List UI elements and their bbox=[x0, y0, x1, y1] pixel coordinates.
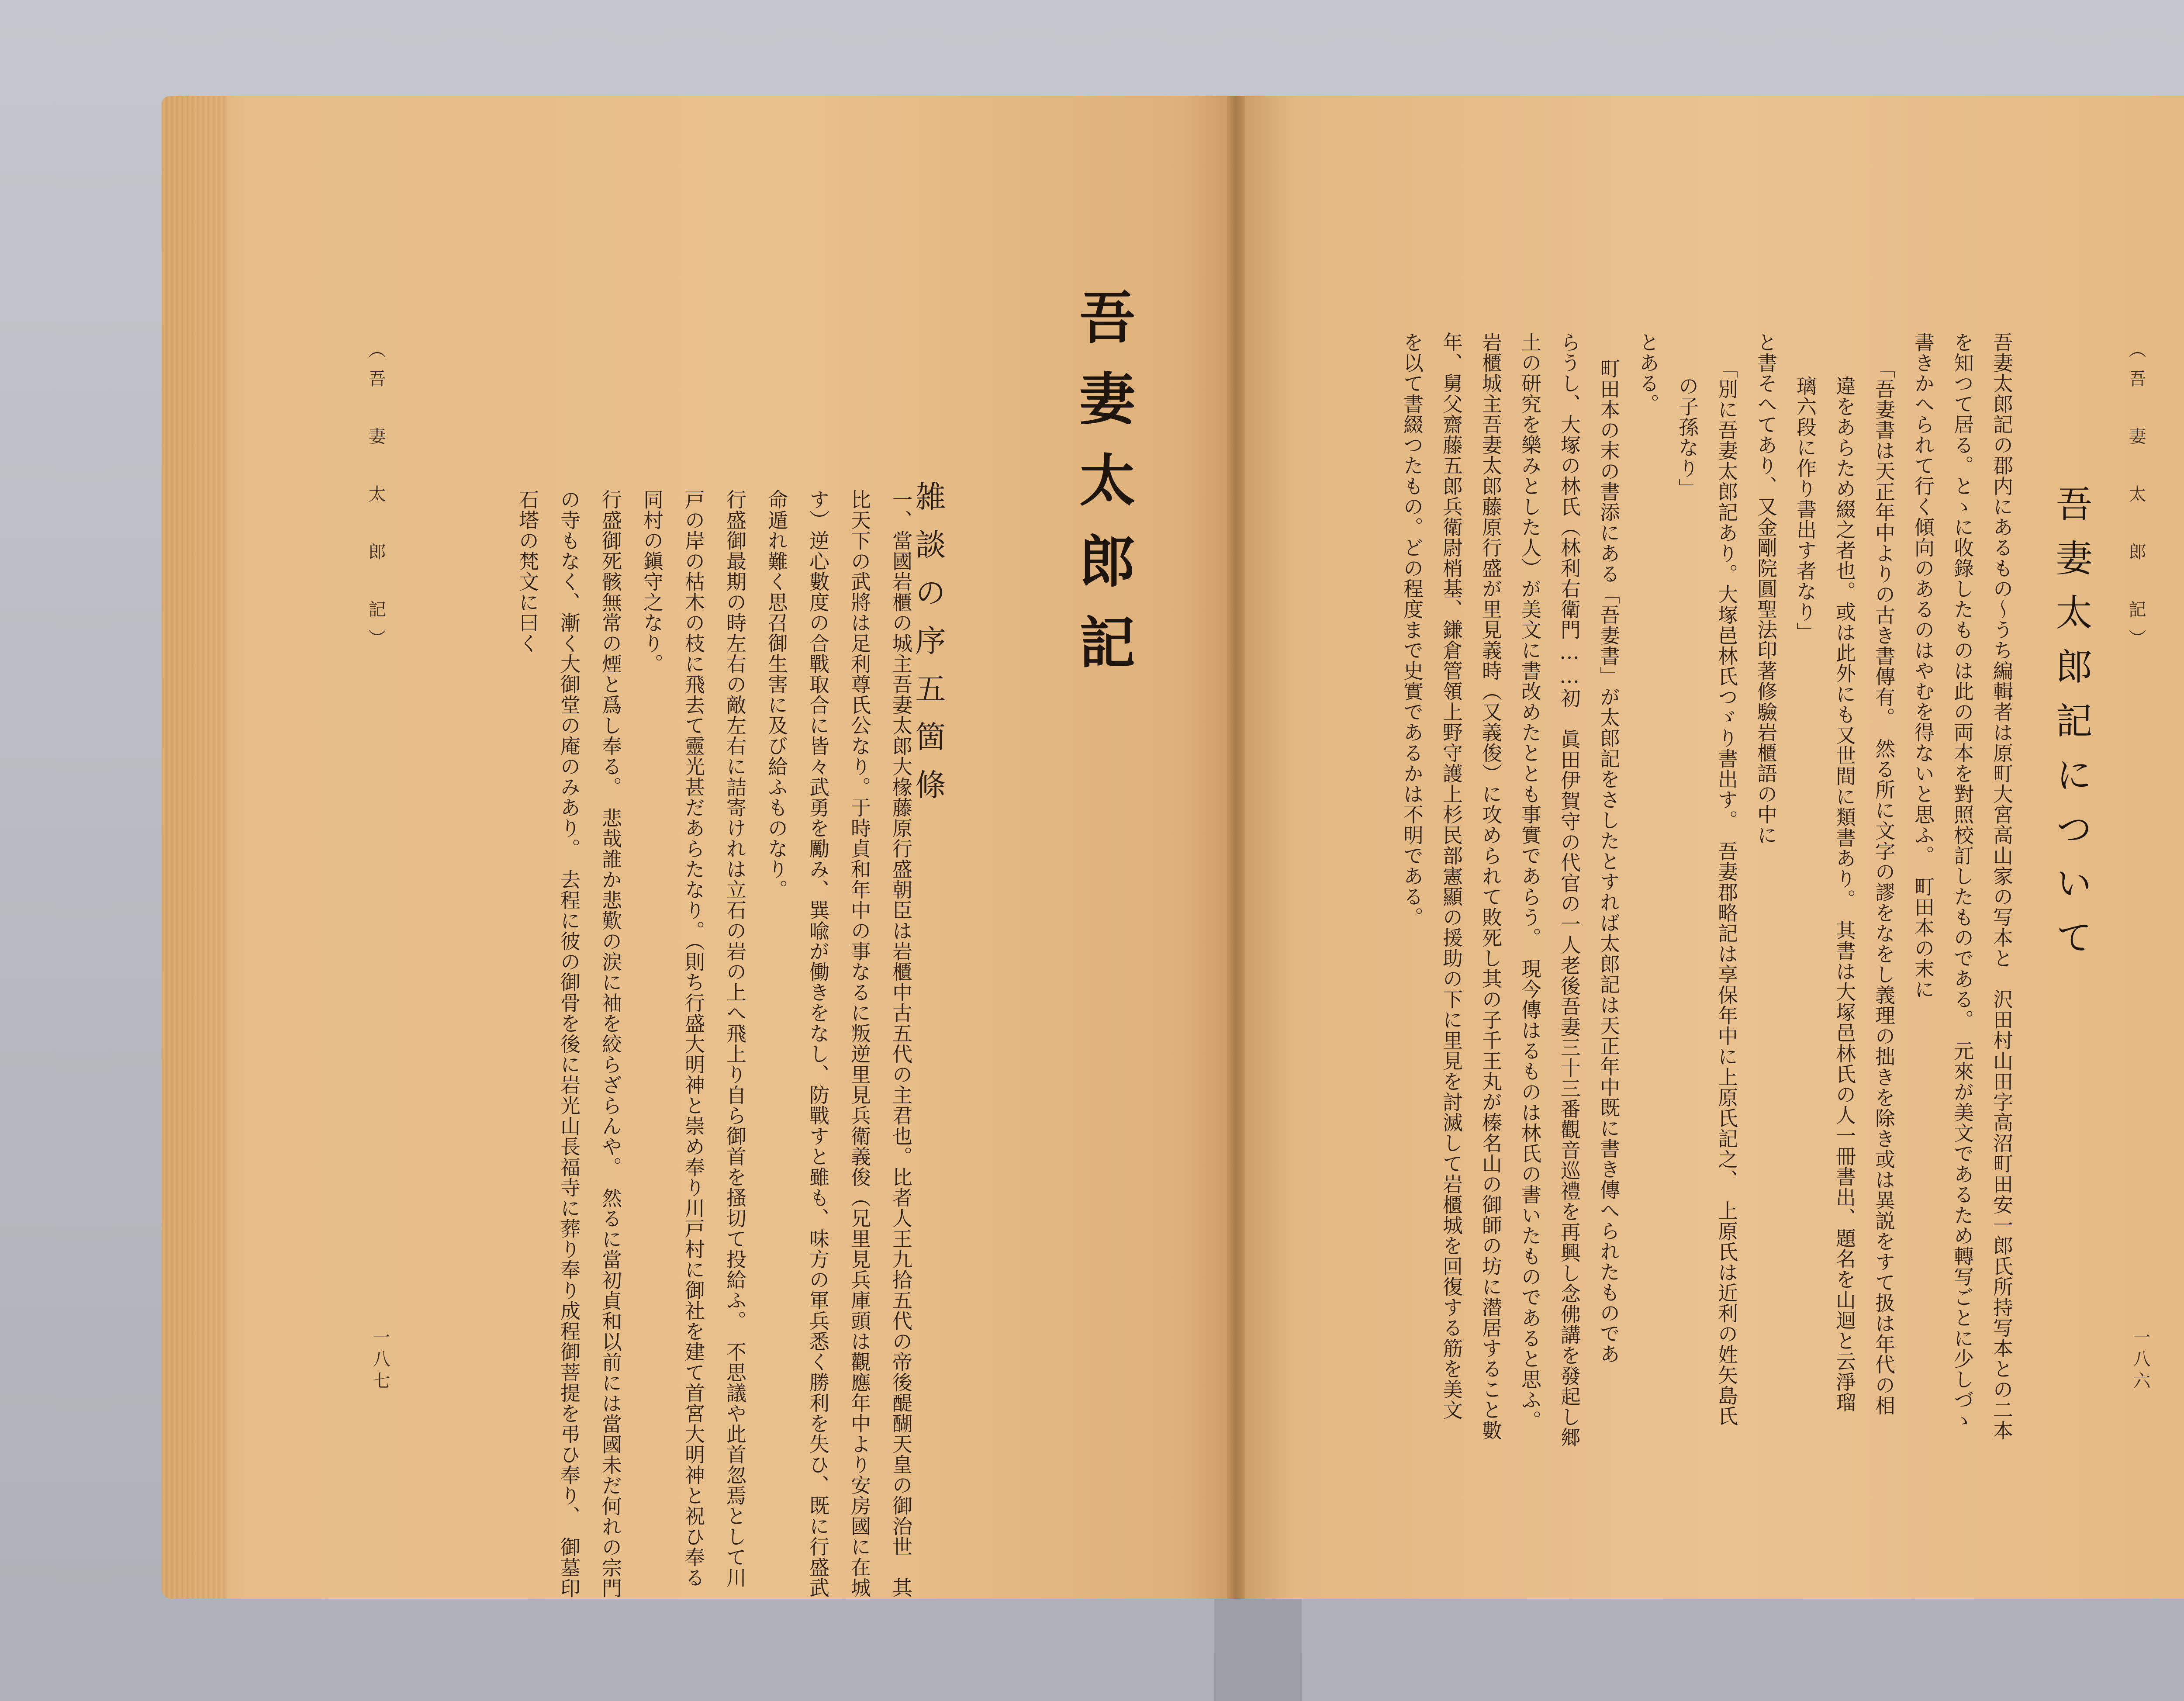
page-number: 一八七 bbox=[370, 1328, 390, 1393]
body-line: 石塔の梵文に曰く bbox=[516, 489, 539, 653]
body-line: 比天下の武將は足利尊氏公なり。于時貞和年中の事なるに叛逆里見兵衛義俊（兄里見兵庫頭は觀應年中より安房國に在城 bbox=[848, 489, 871, 1598]
body-line: 年、舅父齋藤五郎兵衛尉梢基、鎌倉管領上野守護上杉民部憲顯の援助の下に里見を討滅して岩櫃城を回復する筋を美文 bbox=[1440, 332, 1463, 1420]
page-stack-edges bbox=[162, 96, 227, 1599]
book-gutter bbox=[1227, 96, 1245, 1599]
body-line: 戸の岸の枯木の枝に飛去て靈光甚だあらたなり。（則ち行盛大明神と崇め奉り川戸村に御社を建て首宮大明神と祝ひ奉る bbox=[682, 489, 705, 1588]
body-line: 行盛御死骸無常の煙と爲し奉る。 悲哉誰か悲歎の涙に袖を絞らざらんや。 然るに當初貞和以前には當國未だ何れの宗門 bbox=[599, 489, 622, 1598]
body-line: 吾妻太郎記の郡内にあるもの～うち編輯者は原町大宮高山家の写本と 沢田村山田字高沼町田安一郎氏所持写本との二本 bbox=[1990, 332, 2014, 1441]
body-line: と書そへてあり、又金剛院圓聖法印著修驗岩櫃語の中に bbox=[1754, 332, 1778, 845]
body-line: 璃六段に作り書出す者なり」 bbox=[1794, 376, 1817, 643]
body-line: 町田本の末の書添にある「吾妻書」が太郎記をさしたとすれば太郎記は天正年中既に書き傳へられたものであ bbox=[1597, 358, 1621, 1364]
open-book bbox=[162, 96, 2184, 1599]
body-line: 岩櫃城主吾妻太郎藤原行盛が里見義時（又義俊）に攻められて敗死し其の子千王丸が榛名山の御師の坊に潜居すること數 bbox=[1479, 332, 1503, 1441]
body-line: 違をあらため綴之者也。或は此外にも又世間に類書あり。 其書は大塚邑林氏の人一冊書出、題名を山迴と云淨瑠 bbox=[1833, 376, 1856, 1413]
body-line: 「別に吾妻太郎記あり。大塚邑林氏つゞり書出す。 吾妻郡略記は享保年中に上原氏記之、 上原氏は近利の姓矢島氏 bbox=[1715, 358, 1738, 1426]
running-head: （吾 妻 太 郎 記） bbox=[2126, 341, 2146, 658]
body-line: 同村の鎭守之なり。 bbox=[640, 489, 664, 674]
body-line: を以て書綴つたもの。どの程度まで史實であるかは不明である。 bbox=[1400, 332, 1424, 927]
body-line: す）逆心數度の合戰取合に皆々武勇を勵み、巽喩が働きをなし、防戰すと雖も、味方の軍兵悉く勝利を失ひ、既に行盛武 bbox=[806, 489, 830, 1598]
section-subtitle: 雑談の序五箇條 bbox=[910, 481, 946, 817]
essay-title: 吾妻太郎記について bbox=[2050, 485, 2093, 972]
page-number: 一八六 bbox=[2130, 1328, 2150, 1393]
body-line: 命遁れ難く思召御生害に及び給ふものなり。 bbox=[765, 489, 788, 900]
left-page bbox=[162, 96, 1236, 1599]
body-line: の寺もなく、漸く大御堂の庵のみあり。 去程に彼の御骨を後に岩光山長福寺に葬り奉り成程御菩提を弔ひ奉り、 御墓印 bbox=[557, 489, 581, 1598]
body-line: 一、當國岩櫃の城主吾妻太郎大椽藤原行盛朝臣は岩櫃中古五代の主君也。比者人王九拾五代の帝後醍醐天皇の御治世 其 bbox=[889, 489, 913, 1598]
body-line: らうし、大塚の林氏（林利右衛門……初 眞田伊賀守の代官の一人老後吾妻三十三番觀音巡禮を再興し念佛講を發起し郷 bbox=[1558, 332, 1581, 1448]
right-page bbox=[1236, 96, 2184, 1599]
body-line: の子孫なり」 bbox=[1676, 376, 1699, 499]
body-line: とある。 bbox=[1636, 332, 1660, 414]
body-line: 書きかへられて行く傾向のあるのはやむを得ないと思ふ。 町田本の末に bbox=[1911, 332, 1935, 999]
page-title: 吾妻太郎記 bbox=[1070, 288, 1135, 695]
body-line: 土の研究を樂みとした人）が美文に書改めたととも事實であらう。 現今傳はるものは林氏の書いたものであると思ふ。 bbox=[1518, 332, 1542, 1431]
body-line: 行盛御最期の時左右の敵左右に詰寄けれは立石の岩の上へ飛上り自ら御首を搔切て投給ふ。 不思議や此首忽焉として川 bbox=[723, 489, 747, 1588]
body-line: 「吾妻書は天正年中よりの古き書傳有。 然る所に文字の謬をなをし義理の拙きを除き或は異説をすて扱は年代の相 bbox=[1872, 358, 1896, 1416]
body-line: を知つて居る。とゝに收錄したものは此の両本を對照校訂したものである。 元來が美文であるため轉写ごとに少しづゝ bbox=[1951, 332, 1974, 1431]
running-head: （吾 妻 太 郎 記） bbox=[366, 341, 386, 658]
